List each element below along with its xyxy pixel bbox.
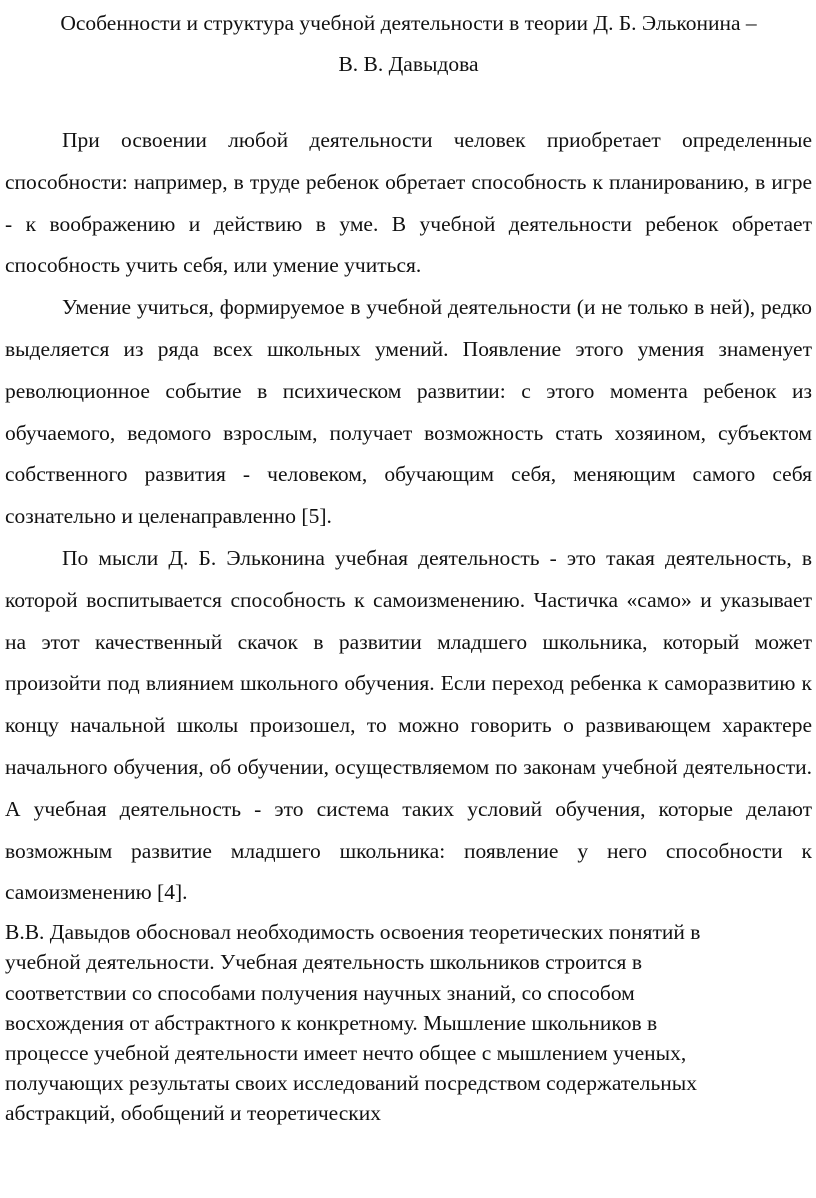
- closing-paragraph: [5, 917, 812, 1128]
- closing-line-2: учебной деятельности. Учебная деятельность школьников строится в: [5, 950, 642, 975]
- paragraph-3: По мысли Д. Б. Эльконина учебная деятельность - это такая деятельность, в которой воспитывается способность к самоизменению. Частичка «само» и указывает на этот качественный скачок в развитии младшего школьника, который может произойти под влиянием школьного обучения. Если переход ребенка к саморазвитию к концу начальной школы произошел, то можно говорить о развивающем характере начального обучения, об обучении, осуществляемом по законам учебной деятельности. А учебная деятельность - это система таких условий обучения, которые делают возможным развитие младшего школьника: появление у него способности к самоизменению [4].: [5, 545, 812, 905]
- closing-line-6: получающих результаты своих исследований посредством содержательных: [5, 1071, 697, 1096]
- title-line-2: В. В. Давыдова: [338, 52, 479, 76]
- closing-line-4: восхождения от абстрактного к конкретному. Мышление школьников в: [5, 1010, 658, 1035]
- closing-line-3: соответствии со способами получения научных знаний, со способом: [5, 980, 635, 1005]
- paragraph-2: Умение учиться, формируемое в учебной деятельности (и не только в ней), редко выделяется из ряда всех школьных умений. Появление этого умения знаменует революционное событие в психическом развитии: с этого момента ребенок из обучаемого, ведомого взрослым, получает возможность стать хозяином, субъектом собственного развития - человеком, обучающим себя, меняющим самого себя сознательно и целенаправленно [5].: [5, 295, 812, 529]
- closing-line-7: абстракций, обобщений и теоретических: [5, 1101, 381, 1126]
- title-line-1: Особенности и структура учебной деятельности в теории Д. Б. Эльконина –: [60, 11, 757, 35]
- document-title: [5, 6, 812, 81]
- document-body: [5, 120, 812, 1129]
- closing-line-1: В.В. Давыдов обосновал необходимость освоения теоретических понятий в: [5, 920, 701, 945]
- closing-line-5: процессе учебной деятельности имеет нечто общее с мышлением ученых,: [5, 1040, 687, 1065]
- paragraph-1: При освоении любой деятельности человек приобретает определенные способности: например, в труде ребенок обретает способность к планированию, в игре - к воображению и действию в уме. В учебной деятельности ребенок обретает способность учить себя, или умение учиться.: [5, 128, 812, 278]
